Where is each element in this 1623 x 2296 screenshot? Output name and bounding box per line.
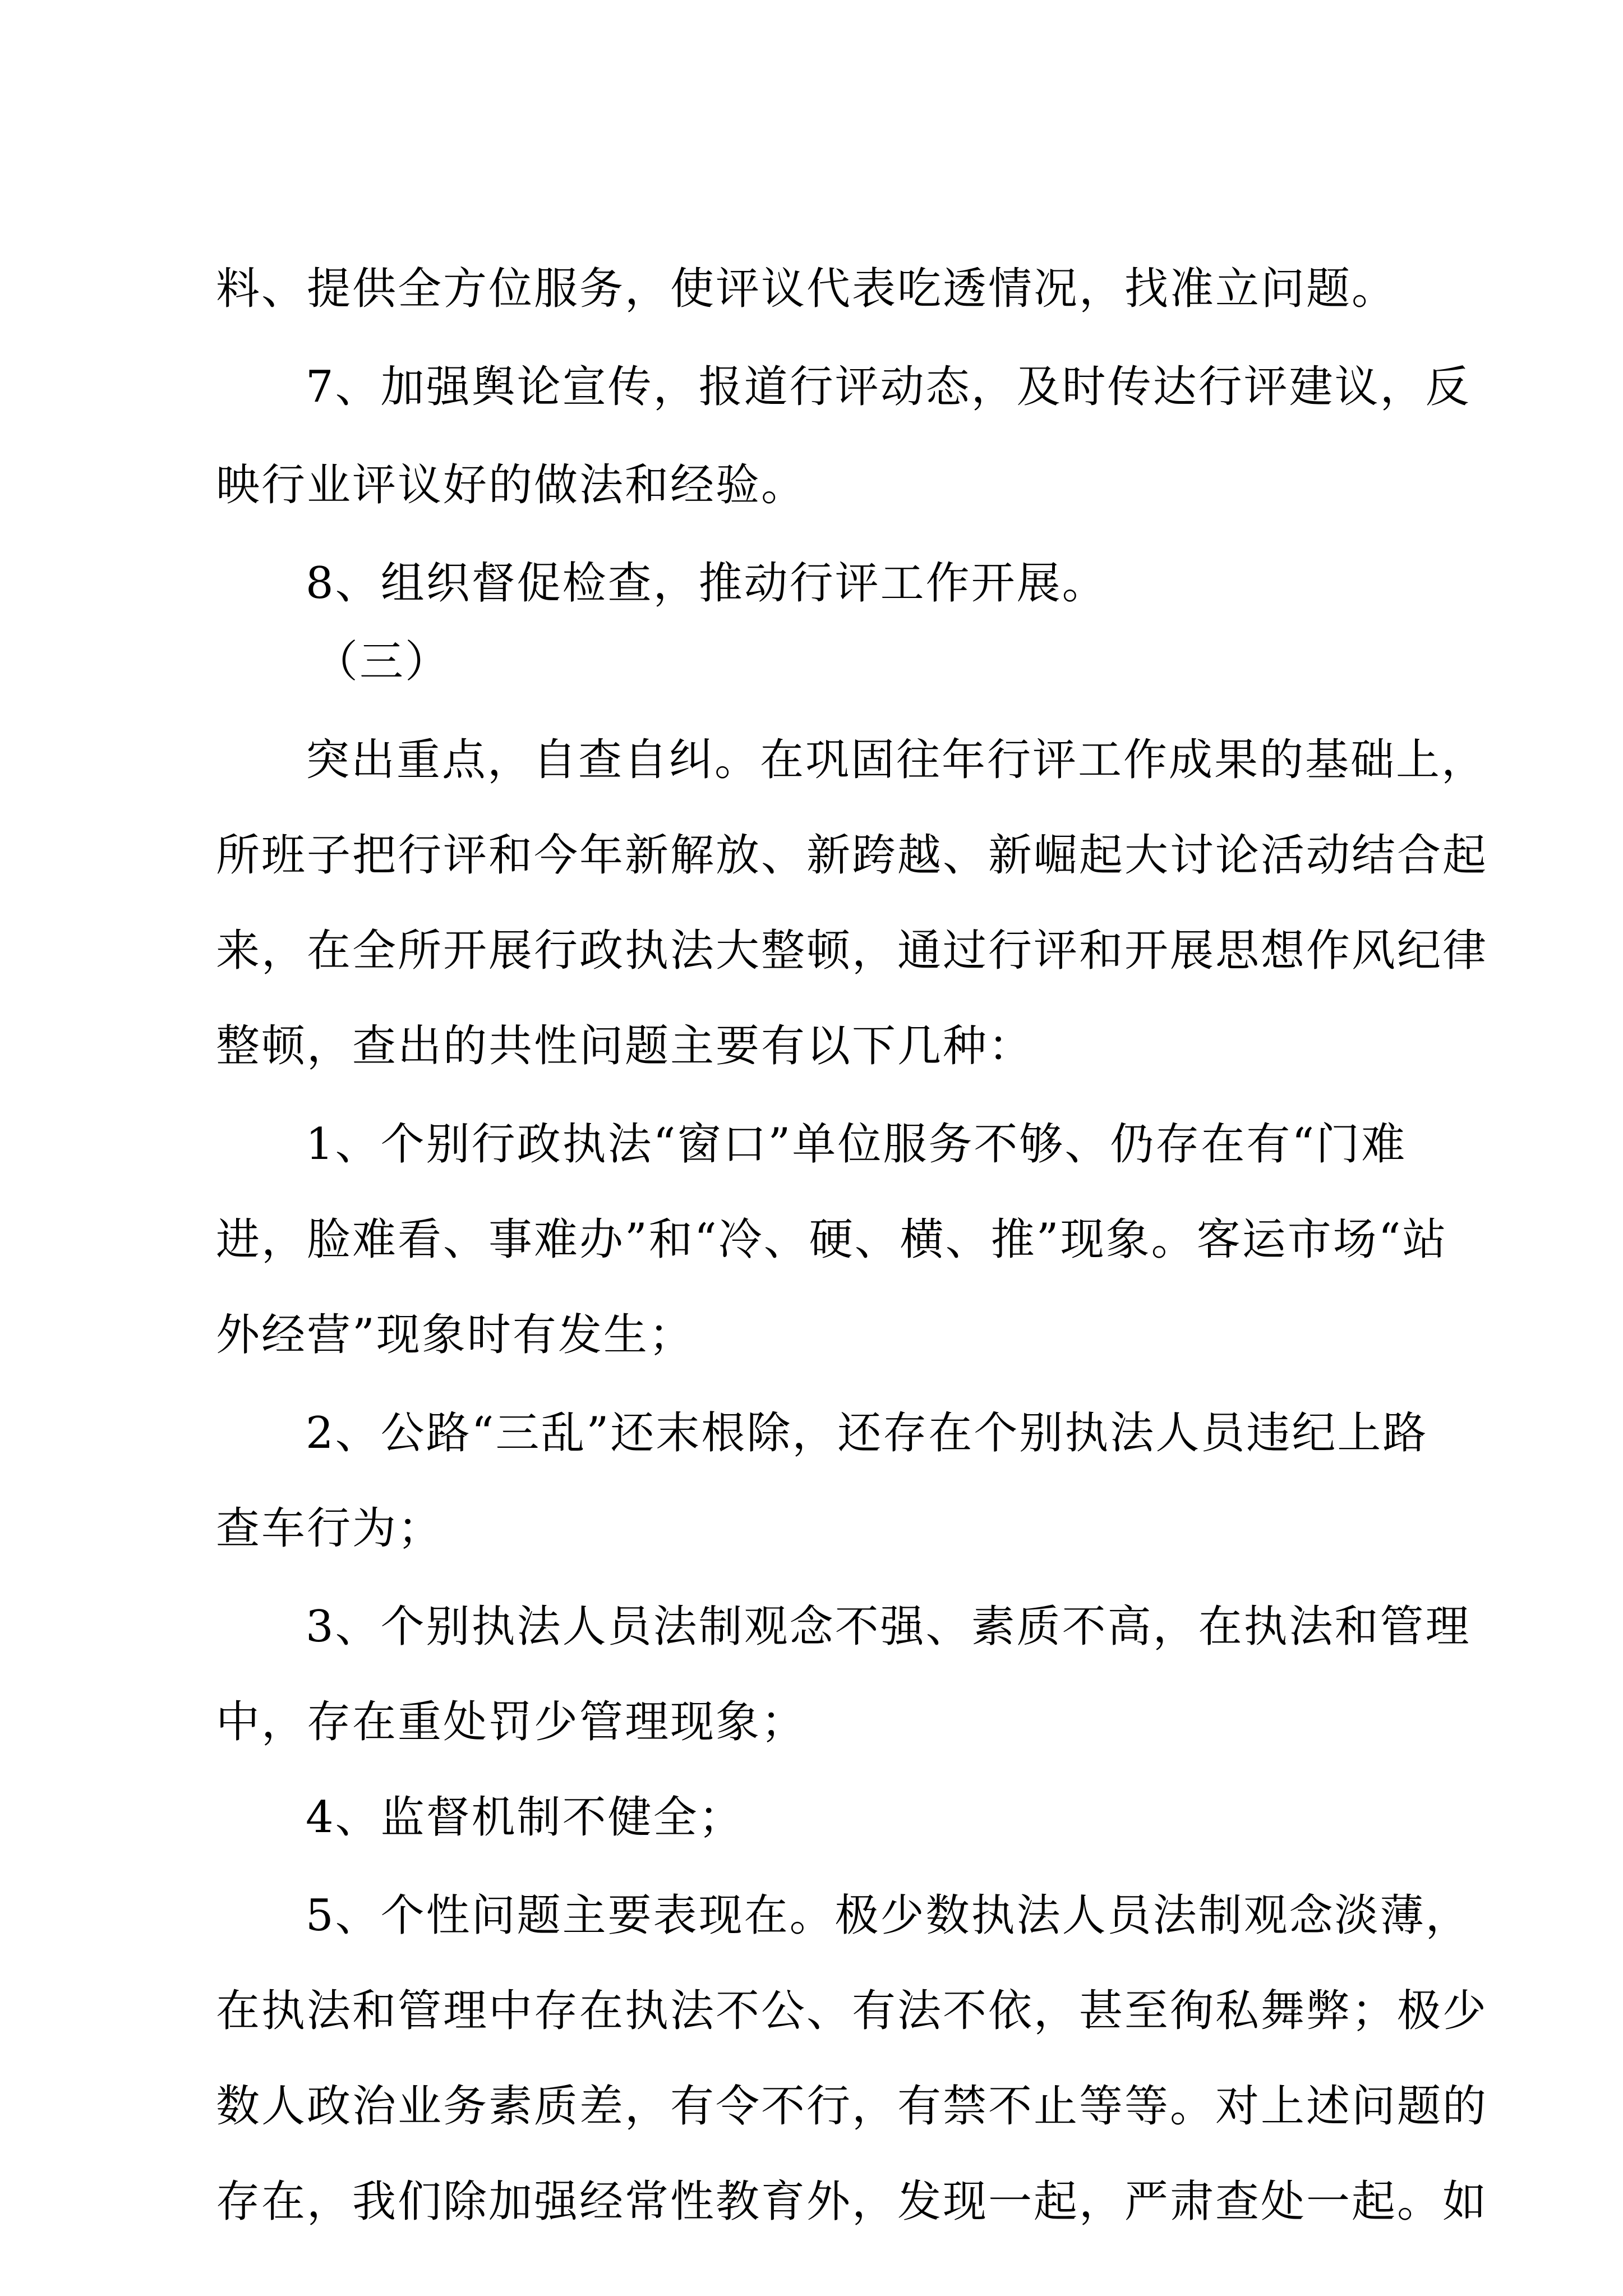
text-line-21: 存在，我们除加强经常性教育外，发现一起，严肃查处一起。如	[216, 2177, 1488, 2227]
text-line-16: 中，存在重处罚少管理现象；	[216, 1697, 807, 1747]
text-line-12: 外经营”现象时有发生；	[216, 1310, 694, 1360]
text-line-6: 突出重点，自查自纠。在巩固往年行评工作成果的基础上，	[306, 735, 1487, 785]
text-line-19: 在执法和管理中存在执法不公、有法不依，甚至徇私舞弊；极少	[216, 1986, 1488, 2036]
section-heading: （三）	[314, 637, 451, 687]
text-line-9: 整顿，查出的共性问题主要有以下几种：	[216, 1021, 1034, 1071]
text-line-1: 料、提供全方位服务，使评议代表吃透情况，找准立问题。	[216, 264, 1398, 314]
text-line-15: 3、个别执法人员法制观念不强、素质不高，在执法和管理	[306, 1602, 1471, 1652]
text-line-13: 2、公路“三乱”还末根除，还存在个别执法人员违纪上路	[306, 1408, 1428, 1458]
text-line-20: 数人政治业务素质差，有令不行，有禁不止等等。对上述问题的	[216, 2081, 1488, 2132]
text-line-7: 所班子把行评和今年新解放、新跨越、新崛起大讨论活动结合起	[216, 830, 1488, 881]
text-line-14: 查车行为；	[216, 1503, 444, 1554]
text-line-11: 进，脸难看、事难办”和“冷、硬、横、推”现象。客运市场“站	[216, 1214, 1448, 1265]
text-line-18: 5、个性问题主要表现在。极少数执法人员法制观念淡薄，	[306, 1890, 1471, 1941]
text-line-2: 7、加强舆论宣传，报道行评动态，及时传达行评建议，反	[306, 362, 1471, 412]
text-line-8: 来，在全所开展行政执法大整顿，通过行评和开展思想作风纪律	[216, 926, 1488, 976]
text-line-10: 1、个别行政执法“窗口”单位服务不够、仍存在有“门难	[306, 1119, 1407, 1170]
text-line-3: 映行业评议好的做法和经验。	[216, 460, 807, 510]
text-line-17: 4、监督机制不健全；	[306, 1792, 744, 1843]
text-line-4: 8、组织督促检查，推动行评工作开展。	[306, 558, 1108, 609]
